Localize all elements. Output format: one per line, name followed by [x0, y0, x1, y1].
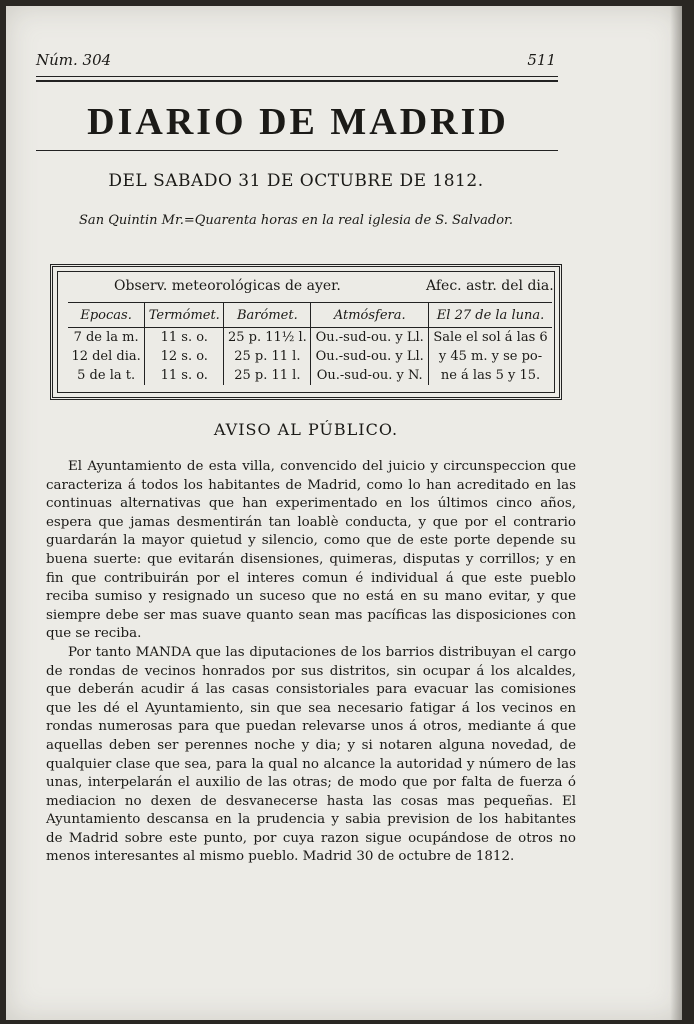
masthead-rule	[36, 150, 558, 151]
barometro-cell: 25 p. 11 l.	[224, 366, 311, 385]
astro-cell: ne á las 5 y 15.	[440, 368, 541, 383]
atmosfera-cell: Ou.-sud-ou. y N.	[311, 366, 429, 385]
masthead-title: DIARIO DE MADRID	[87, 101, 509, 143]
epoca-cell: 12 del dia.	[68, 347, 145, 366]
table-row	[68, 366, 552, 385]
table-row	[68, 347, 552, 366]
header-rule-top	[36, 76, 558, 77]
column-header: Atmósfera.	[311, 303, 429, 328]
epoca-cell: 5 de la t.	[68, 366, 145, 385]
observations-heading: Observ. meteorológicas de ayer.	[114, 278, 341, 294]
notice-body	[46, 458, 576, 867]
issue-number: Núm. 304	[36, 51, 112, 69]
atmosfera-cell: Ou.-sud-ou. y Ll.	[311, 328, 429, 348]
atmosfera-cell: Ou.-sud-ou. y Ll.	[311, 347, 429, 366]
epoca-cell: 7 de la m.	[68, 328, 145, 348]
column-header: El 27 de la luna.	[429, 303, 552, 328]
notice-title: AVISO AL PÚBLICO.	[213, 420, 399, 439]
page-edge-shadow	[670, 6, 682, 1020]
observations-header-row	[68, 303, 552, 328]
weather-observations-frame	[57, 271, 555, 393]
termometro-cell: 11 s. o.	[145, 366, 224, 385]
termometro-cell: 11 s. o.	[145, 328, 224, 348]
observations-table	[68, 302, 552, 385]
weather-observations-box	[50, 264, 562, 400]
saints-of-day: San Quintin Mr.=Quarenta horas en la real iglesia de S. Salvador.	[79, 213, 513, 228]
notice-paragraph: Por tanto MANDA que las diputaciones de los barrios distribuyan el cargo de rondas de vecinos honrados por sus distritos, sin ocupar á los alcaldes, que deberán acudir á las casas consistoriales para evacuar las comisiones que les dé el Ayuntamiento, sin que sea necesario fatigar á los vecinos en rondas numerosas para que puedan relevarse unos á otros, mediante á que aquellas deben ser perennes noche y dia; y si notaren alguna novedad, de qualquier clase que sea, para la qual no alcance la autoridad y número de las unas, interpelarán el auxilio de las otras; de modo que por falta de fuerza ó mediacion no dexen de desvanecerse hasta las cosas mas pequeñas. El Ayuntamiento descansa en la prudencia y sabia prevision de los habitantes de Madrid sobre este punto, por cuya razon sigue ocupándose de otros no menos interesantes al mismo pueblo. Madrid 30 de octubre de 1812.	[46, 644, 576, 865]
column-header: Barómet.	[224, 303, 311, 328]
barometro-cell: 25 p. 11 l.	[224, 347, 311, 366]
table-row	[68, 328, 552, 348]
notice-paragraph: El Ayuntamiento de esta villa, convencido del juicio y circunspeccion que caracteriza á todos los habitantes de Madrid, como lo han acreditado en las continuas alternativas que han experimentado en los últimos cinco años, espera que jamas desmentirán tan loablè conducta, y que por el contrario guardarán la mayor quietud y silencio, como que de este porte depende su buena suerte: que evitarán disensiones, quimeras, disputas y corrillos; y en fin que contribuirán por el interes comun é individual á que este pueblo reciba sumiso y resignado un suceso que no está en su mano evitar, y que siempre debe ser mas suave quanto sean mas pacíficas las disposiciones con que se reciba.	[46, 459, 576, 642]
newspaper-page	[6, 6, 682, 1020]
header-rule-bottom	[36, 80, 558, 82]
column-header: Epocas.	[68, 303, 145, 328]
dateline: DEL SABADO 31 DE OCTUBRE DE 1812.	[108, 171, 484, 191]
astro-cell: y 45 m. y se po-	[438, 349, 543, 364]
termometro-cell: 12 s. o.	[145, 347, 224, 366]
barometro-cell: 25 p. 11½ l.	[224, 328, 311, 348]
astro-cell: Sale el sol á las 6	[433, 330, 548, 345]
astronomy-heading: Afec. astr. del dia.	[426, 278, 554, 294]
page-number: 511	[527, 51, 556, 69]
column-header: Termómet.	[145, 303, 224, 328]
